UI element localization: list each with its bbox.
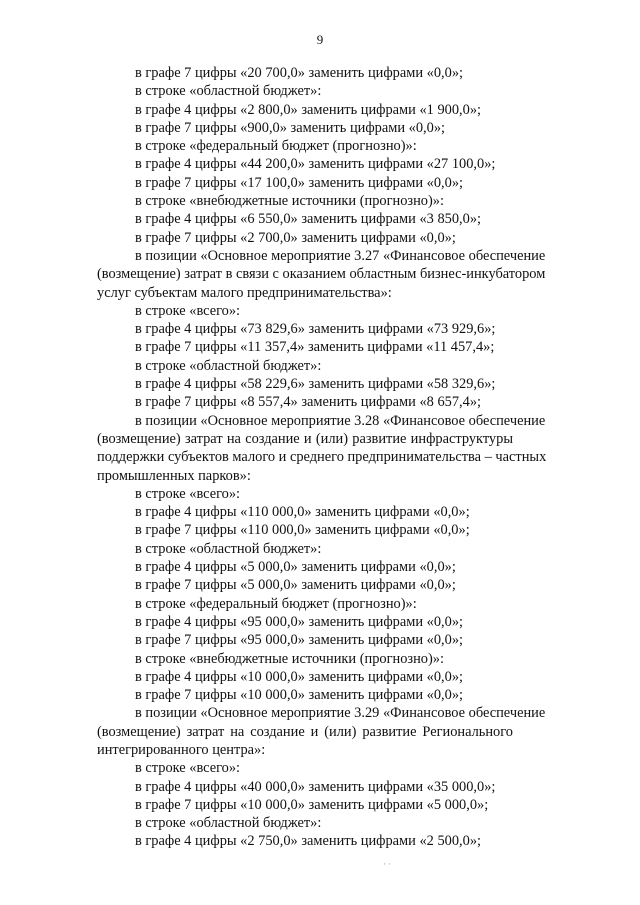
- text-line: в графе 4 цифры «58 229,6» заменить цифрами «58 329,6»;: [135, 376, 496, 393]
- text-line: в графе 4 цифры «5 000,0» заменить цифрами «0,0»;: [135, 559, 456, 576]
- text-line: в графе 7 цифры «11 357,4» заменить цифрами «11 457,4»;: [135, 339, 495, 356]
- text-line: в строке «внебюджетные источники (прогнозно)»:: [135, 193, 444, 210]
- text-line: в графе 7 цифры «900,0» заменить цифрами «0,0»;: [135, 119, 446, 136]
- text-line: в строке «всего»:: [135, 760, 241, 777]
- paragraph-line: промышленных парков»:: [97, 467, 251, 484]
- text-line: в графе 7 цифры «5 000,0» заменить цифрами «0,0»;: [135, 577, 456, 594]
- text-line: в графе 4 цифры «2 750,0» заменить цифрами «2 500,0»;: [135, 833, 482, 850]
- paragraph: [97, 704, 546, 759]
- text-line: в графе 7 цифры «17 100,0» заменить цифрами «0,0»;: [135, 174, 464, 191]
- document-body: [97, 64, 547, 851]
- text-line: в строке «всего»:: [135, 485, 241, 502]
- paragraph-line: (возмещение) затрат в связи с оказанием областным бизнес-инкубатором: [97, 266, 546, 283]
- paragraph-line: интегрированного центра»:: [97, 741, 266, 758]
- text-line: в графе 4 цифры «2 800,0» заменить цифрами «1 900,0»;: [135, 101, 482, 118]
- text-line: в графе 4 цифры «6 550,0» заменить цифрами «3 850,0»;: [135, 211, 482, 228]
- paragraph-line: в позиции «Основное мероприятие 3.29 «Финансовое обеспечение: [135, 705, 546, 722]
- text-line: в строке «внебюджетные источники (прогнозно)»:: [135, 650, 444, 667]
- text-line: в графе 4 цифры «44 200,0» заменить цифрами «27 100,0»;: [135, 156, 496, 173]
- text-line: в строке «областной бюджет»:: [135, 83, 322, 100]
- scan-speck: · ·: [383, 859, 392, 869]
- text-line: в строке «федеральный бюджет (прогнозно)»:: [135, 595, 417, 612]
- text-line: в графе 7 цифры «95 000,0» заменить цифрами «0,0»;: [135, 632, 464, 649]
- text-line: в графе 7 цифры «110 000,0» заменить цифрами «0,0»;: [135, 522, 470, 539]
- text-line: в строке «федеральный бюджет (прогнозно)»:: [135, 138, 417, 155]
- text-line: в графе 4 цифры «10 000,0» заменить цифрами «0,0»;: [135, 668, 464, 685]
- text-line: в графе 4 цифры «95 000,0» заменить цифрами «0,0»;: [135, 613, 464, 630]
- text-line: в графе 4 цифры «110 000,0» заменить цифрами «0,0»;: [135, 504, 470, 521]
- page-number: 9: [316, 32, 324, 47]
- paragraph-line: в позиции «Основное мероприятие 3.27 «Финансовое обеспечение: [135, 247, 546, 264]
- text-line: в строке «областной бюджет»:: [135, 357, 322, 374]
- text-line: в строке «всего»:: [135, 302, 241, 319]
- text-line: в графе 7 цифры «10 000,0» заменить цифрами «5 000,0»;: [135, 796, 489, 813]
- text-line: в графе 7 цифры «2 700,0» заменить цифрами «0,0»;: [135, 229, 456, 246]
- paragraph-line: в позиции «Основное мероприятие 3.28 «Финансовое обеспечение: [135, 412, 546, 429]
- paragraph: [97, 412, 547, 485]
- text-line: в графе 4 цифры «40 000,0» заменить цифрами «35 000,0»;: [135, 778, 496, 795]
- paragraph-line: услуг субъектам малого предпринимательства»:: [97, 284, 392, 301]
- paragraph: [97, 247, 546, 302]
- text-line: в графе 7 цифры «20 700,0» заменить цифрами «0,0»;: [135, 65, 464, 81]
- text-line: в строке «областной бюджет»:: [135, 540, 322, 557]
- paragraph-line: (возмещение) затрат на создание и (или) развитие инфраструктуры: [97, 430, 513, 447]
- paragraph-line: поддержки субъектов малого и среднего предпринимательства – частных: [97, 449, 547, 466]
- text-line: в графе 7 цифры «8 557,4» заменить цифрами «8 657,4»;: [135, 394, 482, 411]
- text-line: в строке «областной бюджет»:: [135, 815, 322, 832]
- text-line: в графе 7 цифры «10 000,0» заменить цифрами «0,0»;: [135, 687, 464, 704]
- paragraph-line: (возмещение) затрат на создание и (или) развитие Регионального: [97, 723, 513, 740]
- text-line: в графе 4 цифры «73 829,6» заменить цифрами «73 929,6»;: [135, 321, 496, 338]
